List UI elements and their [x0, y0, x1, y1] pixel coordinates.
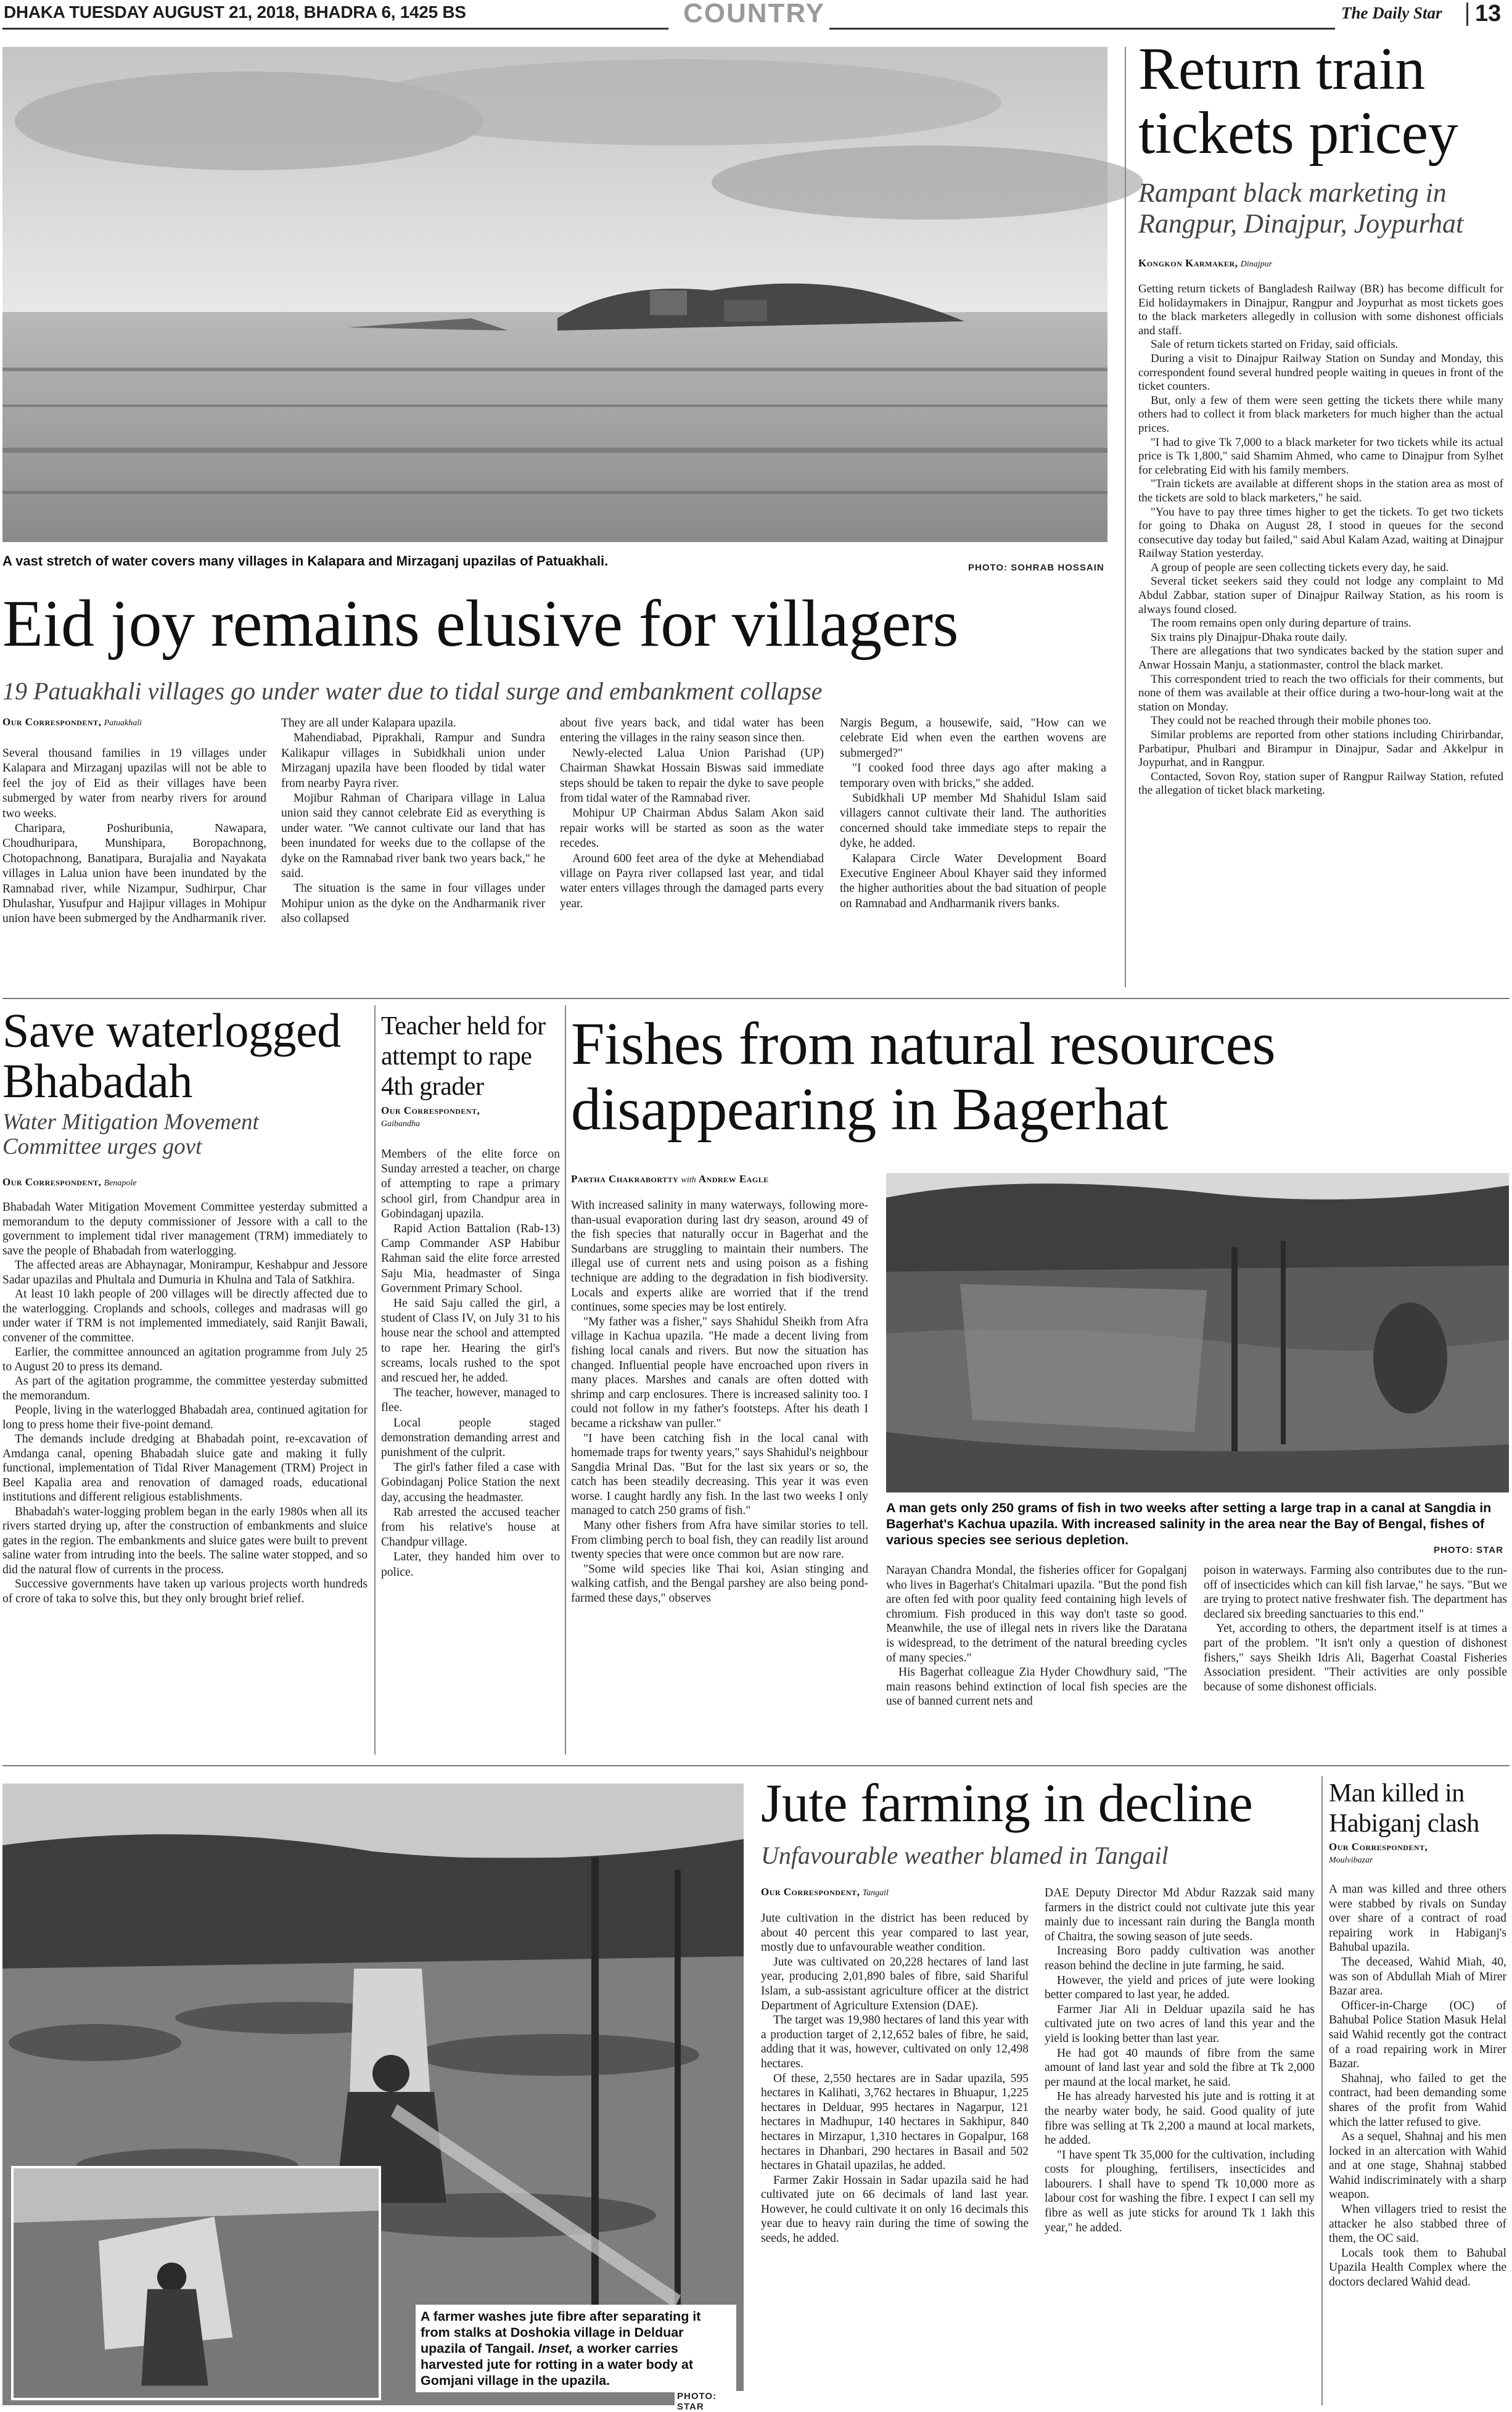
paragraph: Mohipur UP Chairman Abdus Salam Akon said repair works will be started as soon as the water recedes. — [560, 807, 824, 850]
fishes-photo-credit: PHOTO: STAR — [1434, 1545, 1503, 1555]
paragraph: However, the yield and prices of jute were looking better compared to last year, he added. — [1045, 1974, 1315, 2002]
train-deck: Rampant black marketing in Rangpur, Dinajpur, Joypurhat — [1138, 178, 1464, 239]
paragraph: Rapid Action Battalion (Rab-13) Camp Commander ASP Habibur Rahman said the elite force arrested Saju Mia, headmaster of Singa Government Primary School. — [381, 1222, 560, 1295]
train-byline: Kongkon Karmaker, Dinajpur — [1138, 257, 1273, 269]
paragraph: Successive governments have taken up various projects worth hundreds of crore of taka to solve this, but they only brought brief relief. — [2, 1578, 368, 1605]
paragraph: They are all under Kalapara upazila. — [281, 717, 456, 730]
masthead-rule-right — [829, 28, 1335, 30]
flooded-villages-photo — [2, 47, 1107, 542]
paragraph: As part of the agitation programme, the committee yesterday submitted the memorandum. — [2, 1375, 368, 1402]
jute-caption-inset-text: a worker carries harvested jute for rotting in a water body at Gomjani village in the upazila. — [421, 2341, 694, 2388]
eid-photo-credit: PHOTO: SOHRAB HOSSAIN — [968, 562, 1104, 573]
teacher-headline: Teacher held for attempt to rape 4th grader — [381, 1012, 546, 1101]
paragraph: Narayan Chandra Mondal, the fisheries officer for Gopalganj who lives in Bagerhat's Chitalmari upazila. "But the pond fish are often fed with poor quality feed containing high levels of chromium. Fish produced in this way don't taste so good. Meanwhile, the use of illegal nets in rivers like the Daratana is widespread, to the detriment of the natural breeding cycles of many species." — [886, 1564, 1187, 1665]
paragraph: Of these, 2,550 hectares are in Sadar upazila, 595 hectares in Kalihati, 3,762 hectares in Bhuapur, 1,225 hectares in Delduar, 995 hectares in Nagarpur, 121 hectares in Madhupur, 140 hectares in Sakhipur, 840 hectares in Mirzapur, 1,310 hectares in Gopalpur, 168 hectares in Dhanbari, 290 hectares in Basail and 502 hectares in Ghatail upazilas, he added. — [761, 2072, 1029, 2173]
fish-trap-photo — [886, 1173, 1509, 1492]
bhabadah-headline: Save waterlogged Bhabadah — [2, 1003, 341, 1108]
masthead-divider — [1466, 2, 1468, 26]
paragraph: At least 10 lakh people of 200 villages will be directly affected due to the waterlogging. Croplands and schools, colleges and madrasas will go under water if TRM is not implemented immediately, said Ranjit Bawali, convener of the committee. — [2, 1288, 368, 1344]
paragraph: He had got 40 maunds of fibre from the same amount of land last year and sold the fibre at Tk 2,000 per maund at the local market, he said. — [1045, 2046, 1315, 2089]
jute-washing-photo — [2, 1784, 744, 2412]
paragraph: "I have spent Tk 35,000 for the cultivation, including costs for ploughing, fertilisers, insecticides and labourers. I shall have to spend Tk 10,000 more as labour cost for washing the fibre. I expect I can sell my fibre as well as jute sticks for around Tk 1 lakh this year," he added. — [1045, 2148, 1315, 2234]
paragraph: DAE Deputy Director Md Abdur Razzak said many farmers in the district could not cultivate jute this year mainly due to incessant rain during the Bangla month of Chaitra, the sowing season of jute seeds. — [1045, 1887, 1315, 1943]
paragraph: Similar problems are reported from other stations including Chirirbandar, Parbatipur, Phulbari and Birampur in Dinajpur, Sadar and Akkelpur in Joypurhat, and in Rangpur. — [1138, 728, 1503, 770]
paragraph: "I have been catching fish in the local canal with homemade traps for twenty years," says Shahidul's neighbour Sangdia Mrinal Das. "But for the last six years or so, the catch has been steadily decreasing. This year it was even worse. I caught hardly any fish. In the last two weeks I only managed to catch 250 grams of fish." — [571, 1431, 868, 1518]
paragraph: "My father was a fisher," says Shahidul Sheikh from Afra village in Kachua upazila. "He made a decent living from fishing local canals and rivers. But now the situation has changed. Influential people have encroached upon rivers in many places. Marshes and canals are often dotted with shrimp and carp enclosures. There is increased salinity too. I could not follow in my father's footsteps. After his death I became a rickshaw van puller." — [571, 1315, 868, 1430]
masthead-rule — [2, 28, 668, 30]
dateline: DHAKA TUESDAY AUGUST 21, 2018, BHADRA 6, 1425 BS — [4, 2, 466, 22]
paragraph: They could not be reached through their mobile phones too. — [1151, 714, 1431, 728]
jute-photo-credit: PHOTO: STAR — [675, 2391, 744, 2412]
jute-inset-photo — [11, 2166, 381, 2400]
jute-column-1 — [761, 1911, 1029, 2406]
eid-byline: Our Correspondent, Patuakhali — [2, 716, 142, 728]
column-rule — [1125, 47, 1126, 987]
paragraph: The room remains open only during departure of trains. — [1151, 617, 1411, 630]
bhabadah-body — [2, 1200, 368, 1755]
paragraph: Subidkhali UP member Md Shahidul Islam said villagers cannot cultivate their land. The authorities concerned should take immediate steps to repair the dyke, he added. — [840, 792, 1106, 850]
paragraph: Bhabadah Water Mitigation Movement Committee yesterday submitted a memorandum to the deputy commissioner of Jessore with a call to the government to implement tidal river management (TRM) immediately to save the people of Bhabadah from waterlogging. — [2, 1201, 368, 1257]
section-rule — [2, 1765, 1510, 1766]
paragraph: Farmer Zakir Hossain in Sadar upazila said he had cultivated jute on 66 decimals of land last year. However, he could cultivate it on only 16 decimals this year due to heavy rain during the time of sowing the seeds, he added. — [761, 2173, 1029, 2245]
paragraph: Nargis Begum, a housewife, said, "How can we celebrate Eid when even the earthen wovens are submerged?" — [840, 717, 1106, 760]
paragraph: Newly-elected Lalua Union Parishad (UP) Chairman Shawkat Hossain Biswas said immediate steps should be taken to repair the dyke to save people from tidal water of the Ramnabad river. — [560, 746, 824, 805]
paragraph: But, only a few of them were seen getting the tickets there while many others had to collect it from black marketers for much higher than the actual prices. — [1138, 393, 1503, 435]
paragraph: The demands include dredging at Bhabadah point, re-excavation of Amdanga canal, opening Bhabadah sluice gate and making it fully functional, implementation of Tidal River Management (TRM) Project in Beel Kapalia area and renovation of damaged roads, educational institutions and different religious establishments. — [2, 1433, 368, 1504]
paragraph: The teacher, however, managed to flee. — [381, 1386, 560, 1415]
paragraph: People, living in the waterlogged Bhabadah area, continued agitation for long to press home their five-point demand. — [2, 1404, 368, 1431]
paragraph: Rab arrested the accused teacher from his relative's house at Chandpur village. — [381, 1505, 560, 1549]
paragraph: Officer-in-Charge (OC) of Bahubal Police Station Masuk Helal said Wahid recently got the contract of a road repairing work in Mirer Bazar. — [1329, 1999, 1506, 2071]
paragraph: poison in waterways. Farming also contributes due to the run-off of insecticides which can kill fish larvae," he says. "But we are trying to protect native freshwater fish. The department has declared six breeding sanctuaries to this end." — [1204, 1564, 1507, 1621]
paragraph: Locals took them to Bahubal Upazila Health Complex where the doctors declared Wahid dead. — [1329, 2246, 1506, 2289]
paragraph: There are allegations that two syndicates backed by the station super and Anwar Hossain Manju, a stationmaster, control the black market. — [1138, 644, 1503, 672]
column-rule — [374, 1005, 376, 1755]
column-rule — [565, 1005, 566, 1755]
paragraph: Jute cultivation in the district has been reduced by about 40 percent this year compared to last year, mostly due to unfavourable weather condition. — [761, 1912, 1029, 1954]
jute-column-2 — [1045, 1886, 1315, 2406]
paragraph: As a sequel, Shahnaj and his men locked in an altercation with Wahid and at one stage, Shahnaj stabbed Wahid indiscriminately with a sharp weapon. — [1329, 2130, 1506, 2202]
paragraph: When villagers tried to resist the attacker he also stabbed three of them, the OC said. — [1329, 2203, 1506, 2245]
paragraph: Around 600 feet area of the dyke at Mehendiabad village on Payra river collapsed last year, and tidal water enters villages through the damaged parts every year. — [560, 852, 824, 910]
paragraph: about five years back, and tidal water has been entering the villages in the rainy season since then. — [560, 717, 824, 745]
paragraph: Members of the elite force on Sunday arrested a teacher, on charge of attempting to rape a primary school girl, from Chandpur area in Gobindaganj upazila. — [381, 1148, 560, 1220]
paragraph: During a visit to Dinajpur Railway Station on Sunday and Monday, this correspondent found several hundred people waiting in queues in front of the ticket counters. — [1138, 352, 1503, 393]
paragraph: His Bagerhat colleague Zia Hyder Chowdhury said, "The main reasons behind extinction of local fish species are the use of banned current nets and — [886, 1666, 1187, 1708]
paragraph: Bhabadah's water-logging problem began in the early 1980s when all its rivers started drying up, after the construction of embankments and sluice gates in the region. The embankments and sluice gates were built to prevent saline water from intruding into the beels. The saline water stopped, and so did the natural flow of currents in the process. — [2, 1505, 368, 1576]
eid-deck: 19 Patuakhali villages go under water due to tidal surge and embankment collapse — [2, 677, 823, 705]
paragraph: The deceased, Wahid Miah, 40, was son of Abdullah Miah of Mirer Bazar area. — [1329, 1955, 1506, 1998]
paragraph: He said Saju called the girl, a student of Class IV, on July 31 to his house near the school and attempted to rape her. Hearing the girl's screams, locals rushed to the spot and rescued her, he added. — [381, 1297, 560, 1385]
paragraph: "Train tickets are available at different shops in the station area as most of the tickets are sold to black marketers," he said. — [1138, 477, 1503, 504]
paragraph: Getting return tickets of Bangladesh Railway (BR) has become difficult for Eid holidaymakers in Dinajpur, Rangpur and Joypurhat as most tickets goes to the black marketers allegedly in collusion with some dishonest officials and staff. — [1138, 282, 1503, 337]
eid-photo-caption: A vast stretch of water covers many villages in Kalapara and Mirzaganj upazilas of Patuakhali. — [2, 553, 609, 569]
paragraph: Later, they handed him over to police. — [381, 1550, 560, 1579]
page-number: 13 — [1475, 1, 1502, 27]
train-body — [1138, 282, 1503, 989]
teacher-body — [381, 1147, 560, 1755]
fishes-photo-caption: A man gets only 250 grams of fish in two weeks after setting a large trap in a canal at Sangdia in Bagerhat's Kachua upazila. With increased salinity in the area near the Bay of Bengal, fishes of various species see serious depletion. — [886, 1500, 1492, 1547]
paragraph: Contacted, Sovon Roy, station super of Rangpur Railway Station, refuted the allegation of ticket black marketing. — [1138, 770, 1503, 797]
paragraph: The affected areas are Abhaynagar, Monirampur, Keshabpur and Jessore Sadar upazilas and Phultala and Dumuria in Khulna and Tala of Satkhira. — [2, 1259, 368, 1286]
paragraph: The girl's father filed a case with Gobindaganj Police Station the next day, accusing the headmaster. — [381, 1461, 560, 1504]
eid-column-1 — [2, 746, 266, 987]
paragraph: Six trains ply Dinajpur-Dhaka route daily. — [1151, 630, 1348, 644]
paragraph: Shahnaj, who failed to get the contract, had been demanding some shares of the profit from Wahid which the latter refused to give. — [1329, 2072, 1506, 2129]
fishes-column-2 — [886, 1563, 1187, 1755]
paragraph: Local people staged demonstration demanding arrest and punishment of the culprit. — [381, 1416, 560, 1460]
paragraph: "You have to pay three times higher to get the tickets. To get two tickets for going to Dhaka on August 28, I stood in queues for the second consecutive day today but failed," said Abul Kalam Azad, waiting at Dinajpur Railway Station yesterday. — [1138, 505, 1503, 561]
paragraph: Kalapara Circle Water Development Board Executive Engineer Aboul Khayer said they informed the higher authorities about the bad situation of people on Ramnabad and Andharmanik rivers banks. — [840, 852, 1106, 910]
eid-column-3 — [560, 716, 824, 987]
teacher-byline: Our Correspondent, Gaibandha — [381, 1105, 480, 1129]
column-rule — [1321, 1776, 1323, 2405]
paragraph: Increasing Boro paddy cultivation was another reason behind the decline in jute farming, he said. — [1045, 1945, 1315, 1972]
paragraph: The target was 19,980 hectares of land this year with a production target of 2,12,652 bales of fibre, he said, adding that it was, however, cultivated on only 12,498 hectares. — [761, 2014, 1029, 2070]
section-title: COUNTRY — [683, 0, 825, 28]
paragraph: Earlier, the committee announced an agitation programme from July 25 to August 20 to press its demand. — [2, 1346, 368, 1373]
section-rule — [2, 998, 1510, 999]
paragraph: Sale of return tickets started on Friday, said officials. — [1151, 338, 1399, 352]
paragraph: A man was killed and three others were stabbed by rivals on Sunday over share of a contract of road repairing work in Habiganj's Bahubal upazila. — [1329, 1883, 1506, 1954]
jute-deck: Unfavourable weather blamed in Tangail — [761, 1842, 1169, 1869]
paragraph: Several ticket seekers said they could not lodge any complaint to Md Abdul Zabbar, station super of Dinajpur Railway Station, as his room is always found closed. — [1138, 575, 1503, 616]
paragraph: The situation is the same in four villages under Mohipur union as the dyke on the Andharmanik river also collapsed — [281, 882, 545, 926]
habiganj-body — [1329, 1882, 1506, 2406]
paragraph: "Some wild species like Thai koi, Asian stinging and walking catfish, and the Bengal parshey are also being pond-farmed these days," observes — [571, 1562, 868, 1605]
habiganj-headline: Man killed in Habiganj clash — [1329, 1779, 1479, 1838]
fishes-headline: Fishes from natural resources disappearing in Bagerhat — [571, 1011, 1276, 1143]
paragraph: "I had to give Tk 7,000 to a black marketer for two tickets while its actual price is Tk 1,800," said Shamim Ahmed, who came to Dinajpur from Sylhet for celebrating Eid with his family members. — [1138, 435, 1503, 477]
jute-photo-caption — [416, 2305, 736, 2392]
train-headline: Return train tickets pricey — [1138, 36, 1458, 167]
paragraph: Many other fishers from Afra have similar stories to tell. From climbing perch to boal fish, they can readily list around twenty species that were once common but are now rare. — [571, 1519, 868, 1562]
fishes-byline: Partha Chakrabortty with Andrew Eagle — [571, 1173, 769, 1185]
paragraph: He has already harvested his jute and is rotting it at the nearby water body, he said. Good quality of jute fibre was selling at Tk 2,200 a maund at local markets, he added. — [1045, 2090, 1315, 2147]
jute-headline: Jute farming in decline — [761, 1774, 1253, 1834]
bhabadah-byline: Our Correspondent, Benapole — [2, 1176, 137, 1188]
bhabadah-deck: Water Mitigation Movement Committee urges govt — [2, 1109, 259, 1159]
paragraph: Jute was cultivated on 20,228 hectares of land last year, producing 2,01,890 bales of fibre, said Shariful Islam, a sub-assistant agriculture officer at the district Department of Agriculture Extension (DAE). — [761, 1955, 1029, 2012]
eid-column-2 — [281, 716, 545, 987]
eid-column-4 — [840, 716, 1106, 987]
paragraph: Charipara, Poshuribunia, Nawapara, Choudhuripara, Munshipara, Boropachnong, Chotopachnong, Banatipara, Burajalia and Nayakata villages in Lalua union have been inundated by the Ramnabad river, while Nizampur, Sudhirpur, Char Dhulashar, Yusufpur and Hajipur villages in Mohipur union have been submerged by the Andharmanik river. — [2, 822, 266, 926]
habiganj-byline: Our Correspondent, Moulvibazar — [1329, 1841, 1428, 1865]
fishes-column-3 — [1204, 1563, 1507, 1755]
paper-logo: The Daily Star — [1341, 4, 1442, 22]
eid-headline: Eid joy remains elusive for villagers — [2, 587, 959, 661]
paragraph: Mojibur Rahman of Charipara village in Lalua union said they cannot celebrate Eid as everything is under water. "We cannot cultivate our land that has been inundated for weeks due to the collapse of the dyke on the Ramnabad river bank two years back," he said. — [281, 792, 545, 881]
paragraph: Yet, according to others, the department itself is at times a part of the problem. "It isn't only a question of dishonest fishers," says Sheikh Idris Ali, Bagerhat Coastal Fisheries Association president. "Their activities are only possible because of some dishonest officials. — [1204, 1622, 1507, 1694]
fishes-column-1 — [571, 1198, 868, 1755]
paragraph: With increased salinity in many waterways, following more-than-usual evaporation during last dry season, around 49 of the fish species that naturally occur in Bagerhat and the Sundarbans are struggling to maintain their numbers. The illegal use of current nets and using poison as a fishing technique are adding to the degradation in fish biodiversity. Locals and experts alike are worried that if the trend continues, some species may be lost entirely. — [571, 1199, 868, 1314]
paragraph: Farmer Jiar Ali in Delduar upazila said he has cultivated jute on two acres of land this year and the yield is looking better than last year. — [1045, 2002, 1315, 2045]
paragraph: A group of people are seen collecting tickets every day, he said. — [1151, 561, 1449, 574]
paragraph: Several thousand families in 19 villages under Kalapara and Mirzaganj upazilas will not be able to feel the joy of Eid as their villages have been submerged by water from nearby rivers for around two weeks. — [2, 747, 266, 820]
jute-byline: Our Correspondent, Tangail — [761, 1886, 889, 1898]
paragraph: This correspondent tried to reach the two officials for their comments, but none of them was available at their office during a two-hour-long wait at the station on Monday. — [1138, 672, 1503, 714]
jute-caption-main: A farmer washes jute fibre after separating it from stalks at Doshokia village in Delduar upazila of Tangail. — [421, 2309, 701, 2356]
paragraph: "I cooked food three days ago after making a temporary oven with bricks," she added. — [840, 762, 1106, 790]
jute-caption-inset-label: Inset, — [538, 2341, 573, 2356]
paragraph: Mahendiabad, Piprakhali, Rampur and Sundra Kalikapur villages in Subidkhali union under Mirzaganj upazila have been flooded by tidal water from nearby Payra river. — [281, 731, 545, 790]
